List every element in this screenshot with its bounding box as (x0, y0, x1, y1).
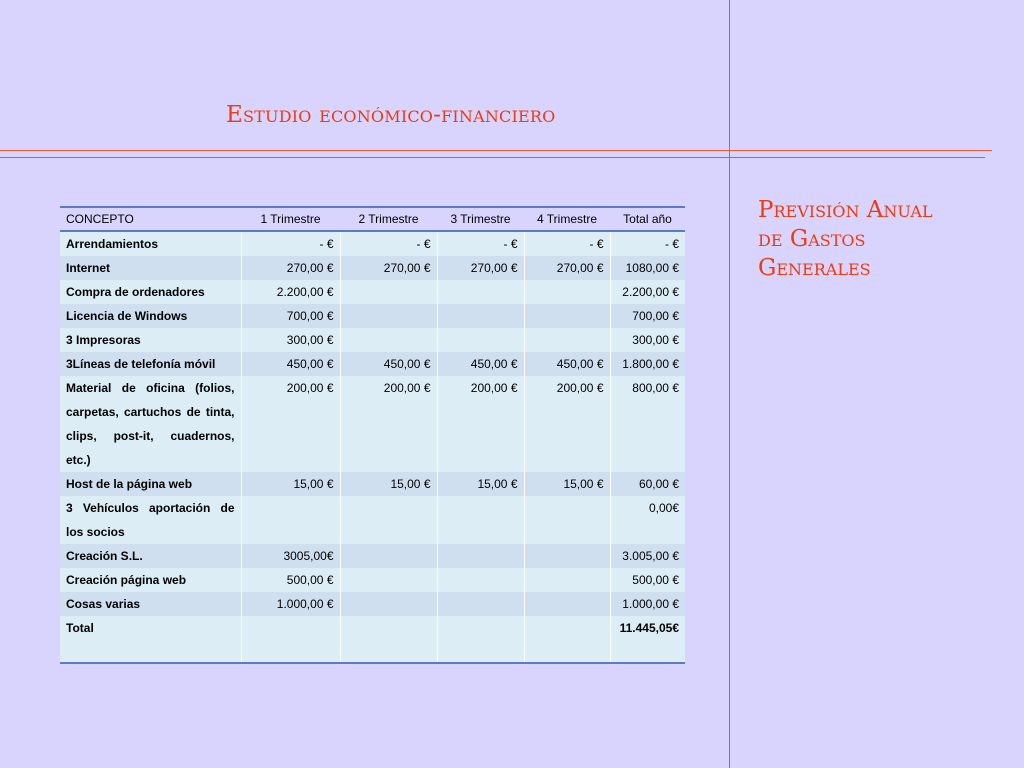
side-title-line: de Gastos (758, 226, 866, 252)
cell-q3 (437, 568, 524, 592)
cell-q4: 270,00 € (524, 256, 610, 280)
cell-q4: - € (524, 231, 610, 256)
table-row (60, 472, 685, 496)
cell-q3: - € (437, 231, 524, 256)
cell-q3 (437, 304, 524, 328)
cell-concept: Cosas varias (60, 592, 241, 616)
cell-q2 (340, 280, 437, 304)
cell-total: 11.445,05€ (610, 616, 685, 663)
table-header-row (60, 207, 685, 231)
cell-total: 300,00 € (610, 328, 685, 352)
table-row (60, 568, 685, 592)
cell-q2: - € (340, 231, 437, 256)
cell-total: 0,00€ (610, 496, 685, 544)
table-row (60, 352, 685, 376)
horizontal-rule-top (0, 150, 992, 151)
table-row (60, 592, 685, 616)
cell-q1: 3005,00€ (241, 544, 340, 568)
cell-q4: 200,00 € (524, 376, 610, 472)
table-body (60, 231, 685, 663)
cell-q1: 200,00 € (241, 376, 340, 472)
cell-concept: Creación S.L. (60, 544, 241, 568)
table-row (60, 376, 685, 472)
table-row (60, 544, 685, 568)
cell-q3 (437, 328, 524, 352)
cell-total: 1.800,00 € (610, 352, 685, 376)
cell-concept: Creación página web (60, 568, 241, 592)
cell-q2 (340, 496, 437, 544)
cell-concept: Arrendamientos (60, 231, 241, 256)
cell-q2: 200,00 € (340, 376, 437, 472)
cell-q2 (340, 592, 437, 616)
cell-q4: 15,00 € (524, 472, 610, 496)
cell-concept: Host de la página web (60, 472, 241, 496)
cell-q2 (340, 328, 437, 352)
cell-q4 (524, 280, 610, 304)
table-row (60, 231, 685, 256)
side-title-line: Generales (758, 255, 871, 281)
cell-q3 (437, 592, 524, 616)
side-title (758, 196, 1020, 283)
header-q1: 1 Trimestre (241, 207, 340, 231)
cell-total: - € (610, 231, 685, 256)
cell-total: 2.200,00 € (610, 280, 685, 304)
header-q2: 2 Trimestre (340, 207, 437, 231)
cell-total: 3.005,00 € (610, 544, 685, 568)
cell-q1 (241, 496, 340, 544)
header-q4: 4 Trimestre (524, 207, 610, 231)
cell-q3 (437, 496, 524, 544)
cell-q4 (524, 544, 610, 568)
table-row (60, 328, 685, 352)
vertical-rule (729, 0, 730, 768)
cell-concept: 3 Vehículos aportación de los socios (60, 496, 241, 544)
cell-q1: 450,00 € (241, 352, 340, 376)
table-row (60, 304, 685, 328)
cell-q1: 270,00 € (241, 256, 340, 280)
cell-q2: 15,00 € (340, 472, 437, 496)
cell-q3: 450,00 € (437, 352, 524, 376)
cell-q2 (340, 304, 437, 328)
cell-q2: 450,00 € (340, 352, 437, 376)
cell-q1 (241, 616, 340, 663)
slide-title: Estudio económico-financiero (226, 102, 556, 128)
cell-total: 500,00 € (610, 568, 685, 592)
cell-q4 (524, 496, 610, 544)
table-row (60, 256, 685, 280)
cell-concept: Compra de ordenadores (60, 280, 241, 304)
cell-total: 60,00 € (610, 472, 685, 496)
cell-q1: 700,00 € (241, 304, 340, 328)
table-total-row (60, 616, 685, 663)
cell-q3: 200,00 € (437, 376, 524, 472)
cell-q3 (437, 280, 524, 304)
cell-q3: 15,00 € (437, 472, 524, 496)
cell-q2 (340, 544, 437, 568)
cell-concept: Material de oficina (folios, carpetas, cartuchos de tinta, clips, post-it, cuadernos, etc.) (60, 376, 241, 472)
side-title-line: Previsión Anual (758, 197, 933, 223)
cell-concept: Total (60, 616, 241, 663)
cell-q1: 500,00 € (241, 568, 340, 592)
cell-q4 (524, 616, 610, 663)
cell-q4 (524, 328, 610, 352)
cell-q1: 1.000,00 € (241, 592, 340, 616)
cell-total: 1080,00 € (610, 256, 685, 280)
horizontal-rule-bottom (0, 157, 985, 158)
table-row (60, 280, 685, 304)
cell-q4: 450,00 € (524, 352, 610, 376)
cell-concept: Internet (60, 256, 241, 280)
header-concept: CONCEPTO (60, 207, 241, 231)
cell-q2: 270,00 € (340, 256, 437, 280)
table-row (60, 496, 685, 544)
header-q3: 3 Trimestre (437, 207, 524, 231)
cell-q4 (524, 568, 610, 592)
cell-q3 (437, 616, 524, 663)
cell-q4 (524, 304, 610, 328)
cell-q3 (437, 544, 524, 568)
cell-total: 700,00 € (610, 304, 685, 328)
cell-total: 1.000,00 € (610, 592, 685, 616)
cell-concept: 3Líneas de telefonía móvil (60, 352, 241, 376)
header-total: Total año (610, 207, 685, 231)
cell-q1: 300,00 € (241, 328, 340, 352)
cell-concept: Licencia de Windows (60, 304, 241, 328)
cell-total: 800,00 € (610, 376, 685, 472)
cell-q4 (524, 592, 610, 616)
cell-q1: 15,00 € (241, 472, 340, 496)
cell-q3: 270,00 € (437, 256, 524, 280)
expenses-table (60, 206, 685, 664)
cell-q2 (340, 568, 437, 592)
cell-concept: 3 Impresoras (60, 328, 241, 352)
cell-q1: 2.200,00 € (241, 280, 340, 304)
cell-q2 (340, 616, 437, 663)
cell-q1: - € (241, 231, 340, 256)
